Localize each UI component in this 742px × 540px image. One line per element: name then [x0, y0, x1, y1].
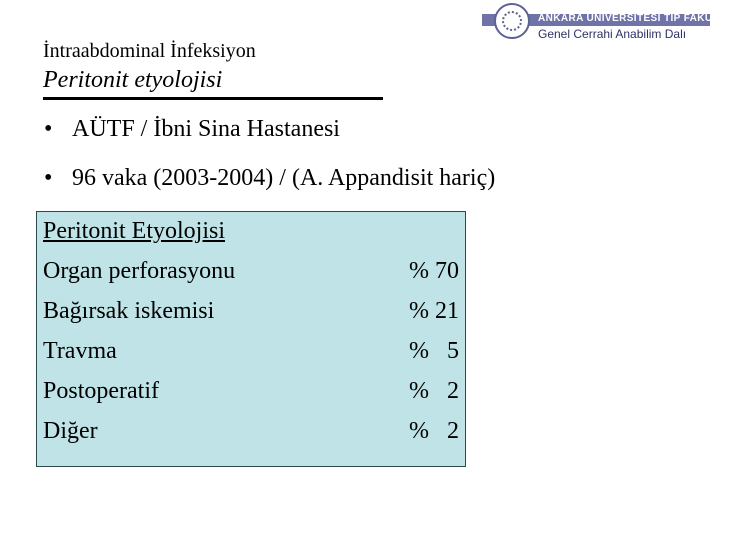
faculty-logo [472, 2, 742, 42]
bullet-item [44, 165, 495, 192]
percent-sign: % [409, 338, 429, 364]
bullet-icon: • [44, 165, 53, 191]
table-row [43, 338, 463, 368]
row-label: Organ perforasyonu [43, 258, 236, 284]
row-value: 21 [435, 298, 459, 324]
bullet-text: 96 vaka (2003-2004) / (A. Appandisit hariç) [72, 165, 496, 191]
bullet-icon: • [44, 116, 53, 142]
table-row [43, 258, 463, 288]
percent-sign: % [409, 258, 429, 284]
table-heading: Peritonit Etyolojisi [43, 218, 226, 244]
row-value: 5 [447, 338, 459, 364]
percent-sign: % [409, 418, 429, 444]
row-label: Diğer [43, 418, 98, 444]
bullet-text: AÜTF / İbni Sina Hastanesi [72, 116, 340, 142]
bullet-item [44, 116, 340, 143]
logo-top-text: ANKARA ÜNİVERSİTESİ TIP FAKÜLTESİ [538, 13, 742, 24]
slide-supertitle: İntraabdominal İnfeksiyon [43, 40, 256, 62]
university-seal-icon [494, 3, 530, 39]
table-row [43, 418, 463, 448]
row-label: Bağırsak iskemisi [43, 298, 215, 324]
percent-sign: % [409, 378, 429, 404]
title-underline [43, 97, 383, 100]
slide-title: Peritonit etyolojisi [43, 67, 223, 93]
row-value: 2 [447, 418, 459, 444]
row-label: Travma [43, 338, 117, 364]
etiology-table [36, 211, 466, 467]
logo-bottom-text: Genel Cerrahi Anabilim Dalı [538, 27, 687, 41]
percent-sign: % [409, 298, 429, 324]
row-label: Postoperatif [43, 378, 159, 404]
row-value: 70 [435, 258, 459, 284]
table-row [43, 298, 463, 328]
row-value: 2 [447, 378, 459, 404]
table-row [43, 378, 463, 408]
